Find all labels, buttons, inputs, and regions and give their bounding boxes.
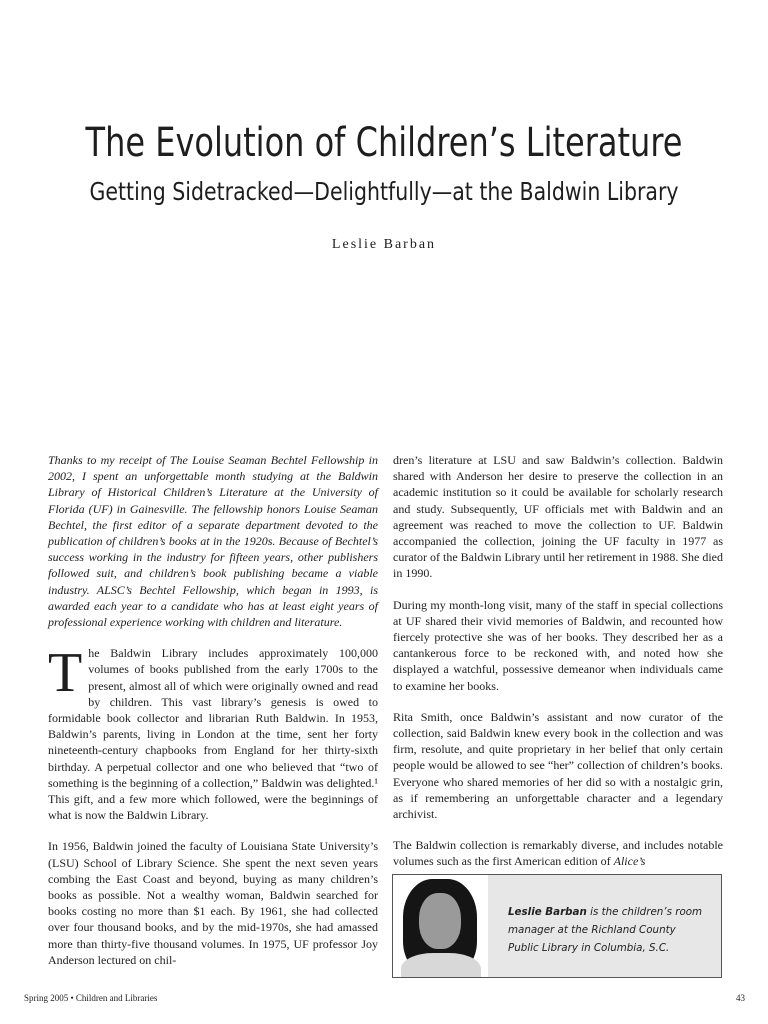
article-subtitle: Getting Sidetracked—Delightfully—at the Baldwin Library [89,177,679,206]
body-paragraph-1 [48,642,378,823]
author-byline: Leslie Barban [331,237,437,252]
body-paragraph-2: In 1956, Baldwin joined the faculty of Louisiana State University’s (LSU) School of Library Science. She spent the next seven years combing the East Coast and beyond, buying as many children’s books as possible. Not a wealthy woman, Baldwin searched for books costing no more than $1 each. By 1961, she had collected over four thousand books, and by the mid-1970s, she had amassed more than thirty-five thousand volumes. In 1975, UF professor Joy Anderson lectured on chil- [48,839,378,967]
article-title: The Evolution of Children’s Literature [85,120,683,166]
author-bio-name: Leslie Barban [508,906,587,918]
body-paragraph-4: Rita Smith, once Baldwin’s assistant and now curator of the collection, said Baldwin knew every book in the collection and was firm, resolute, and quite proprietary in her belief that only certain people would be allowed to see “her” collection of children’s books. Everyone who shared memories of her did so with a nostalgic grin, as if remembering an unforgettable character and a legendary archivist. [393,709,723,822]
intro-paragraph: Thanks to my receipt of The Louise Seaman Bechtel Fellowship in 2002, I spent an unforgettable month studying at the Baldwin Library of Historical Children’s Literature at the University of Florida (UF) in Gainesville. The fellowship honors Louise Seaman Bechtel, the first editor of a separate department devoted to the publication of children’s books at in the 1920s. Because of Bechtel’s success working in the industry for fifteen years, other publishers followed suit, and children’s book publishing became a viable industry. ALSC’s Bechtel Fellowship, which began in 1993, is awarded each year to a candidate who has at least eight years of professional experience working with children and literature. [48,453,378,630]
footer-publication: Spring 2005 • Children and Libraries [24,993,158,1003]
left-column [48,452,378,983]
body-paragraph-5-italic: Alice’s [613,854,646,869]
body-paragraph-5 [393,837,723,869]
body-paragraph-2-continued: dren’s literature at LSU and saw Baldwin’s collection. Baldwin shared with Anderson her desire to preserve the collection in an academic institution so it could be available for scholarly research and study. Subsequently, UF officials met with Baldwin and an agreement was reached to move the collection to UF. Baldwin accompanied the collection, joining the UF faculty in 1977 as curator of the Baldwin Library until her retirement in 1988. She died in 1990. [393,453,723,581]
body-paragraph-3: During my month-long visit, many of the staff in special collections at UF shared their vivid memories of Baldwin, and recounted how fiercely protective she was of her books. They described her as a cantankerous force to be reckoned with, and noted how she displayed a watchful, possessive demeanor when individuals came to examine her books. [393,597,723,693]
author-bio-box [392,874,722,978]
body-paragraph-1-text: he Baldwin Library includes approximately 100,000 volumes of books published from the early 1700s to the present, almost all of which were originally owned and read by children. This vast library’s genesis is owed to formidable book collector and librarian Ruth Baldwin. In 1953, Baldwin’s parents, living in London at the time, sent her forty nineteenth-century chapbooks from England for her thirty-sixth birthday. A perpetual collector and one who believed that “two of something is the beginning of a collection,” Baldwin was delighted.¹ This gift, and a few more which followed, were the beginnings of what is now the Baldwin Library. [48,646,378,823]
page-number: 43 [736,993,745,1003]
drop-cap: T [48,642,83,705]
right-column [393,452,723,885]
body-paragraph-5-text: The Baldwin collection is remarkably diverse, and includes notable volumes such as the first American edition of [393,838,723,869]
author-bio-text: is the children’s room manager at the Richland County Public Library in Columbia, S.C. [508,906,703,954]
author-photo [393,875,488,977]
author-bio [488,875,721,977]
